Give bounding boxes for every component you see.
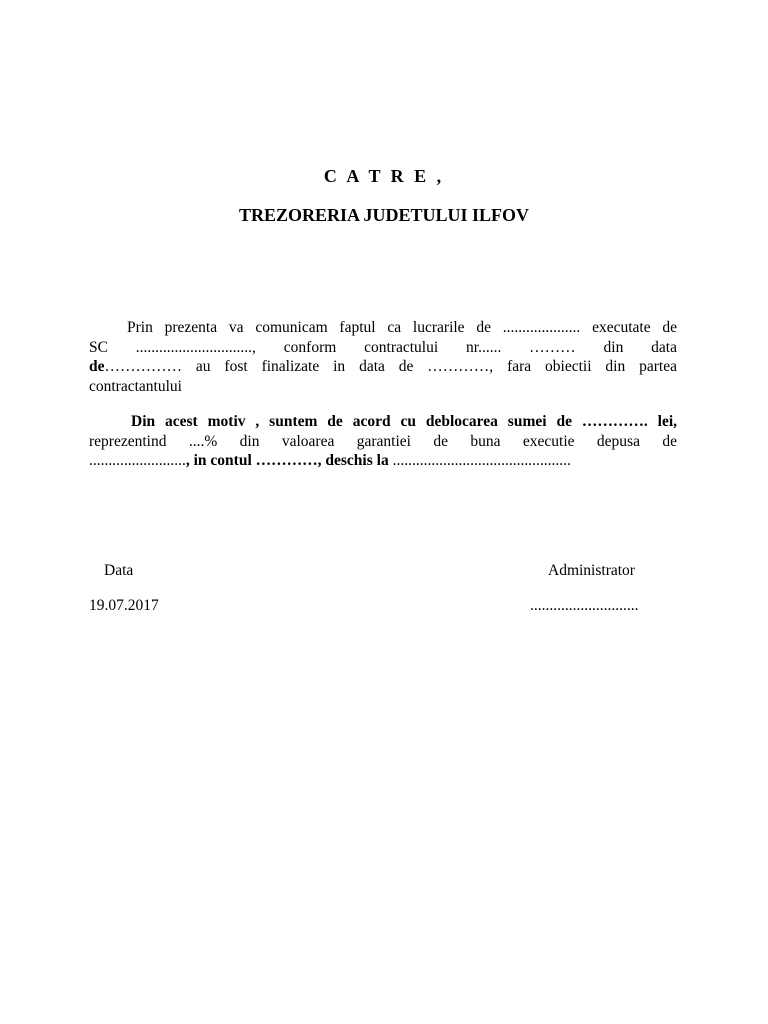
paragraph2-line3-end: .............................................. (392, 452, 571, 469)
paragraph-works-completed (89, 318, 677, 396)
paragraph2-line3-start: ......................... (89, 452, 186, 469)
institution-heading: TREZORERIA JUDETULUI ILFOV (238, 205, 530, 225)
paragraph1-line3-bold: de (89, 358, 105, 375)
signature-placeholder: ............................ (530, 597, 639, 614)
paragraph1-line1: Prin prezenta va comunicam faptul ca lucrarile de .................... executate de (127, 319, 677, 336)
paragraph-release-guarantee (89, 412, 677, 471)
paragraph1-line3-rest: …………… au fost finalizate in data de …………, fara obiectii din partea (104, 358, 677, 375)
paragraph2-line1-bold-end: lei, (657, 413, 678, 430)
paragraph1-line4: contractantului (89, 377, 182, 395)
paragraph2-line1 (89, 412, 677, 432)
administrator-label: Administrator (548, 562, 635, 579)
date-value: 19.07.2017 (89, 597, 159, 614)
paragraph2-line3 (89, 451, 677, 471)
paragraph2-line1-bold: Din acest motiv , suntem de acord cu deblocarea sumei de …………. (131, 413, 648, 430)
paragraph1-line2: SC .............................., conform contractului nr...... ……… din data (89, 338, 677, 356)
addressee-heading: C A T R E , (323, 166, 445, 186)
paragraph2-line2: reprezentind ....% din valoarea garantiei de buna executie depusa de (89, 432, 677, 450)
date-label: Data (104, 562, 134, 579)
paragraph1-line3 (89, 357, 677, 377)
paragraph2-line3-bold: , in contul …………, deschis la (185, 452, 389, 469)
